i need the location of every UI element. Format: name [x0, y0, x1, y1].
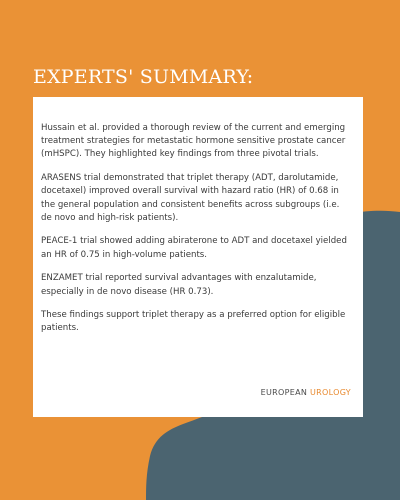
logo-text-urology: UROLOGY	[310, 388, 351, 397]
summary-paragraph: Hussain et al. provided a thorough review of the current and emerging treatment strategies for metastatic hormone sensitive prostate cancer (mHSPC). They highlighted key findings from three pivotal trials.	[41, 123, 346, 160]
logo-text-european: EUROPEAN	[260, 388, 308, 397]
european-urology-logo	[261, 388, 351, 397]
summary-paragraph: ARASENS trial demonstrated that triplet therapy (ADT, darolutamide, docetaxel) improved overall survival with hazard ratio (HR) of 0.68 in the general population and consistent benefits across subgroups (i.e. de novo and high-risk patients).	[41, 173, 340, 223]
summary-card	[33, 97, 363, 417]
summary-paragraph: ENZAMET trial reported survival advantages with enzalutamide, especially in de novo disease (HR 0.73).	[41, 273, 317, 297]
summary-paragraph: PEACE-1 trial showed adding abiraterone to ADT and docetaxel yielded an HR of 0.75 in high-volume patients.	[41, 236, 347, 260]
summary-paragraph: These findings support triplet therapy as a preferred option for eligible patients.	[41, 310, 346, 334]
page-title: EXPERTS' SUMMARY:	[33, 66, 254, 88]
